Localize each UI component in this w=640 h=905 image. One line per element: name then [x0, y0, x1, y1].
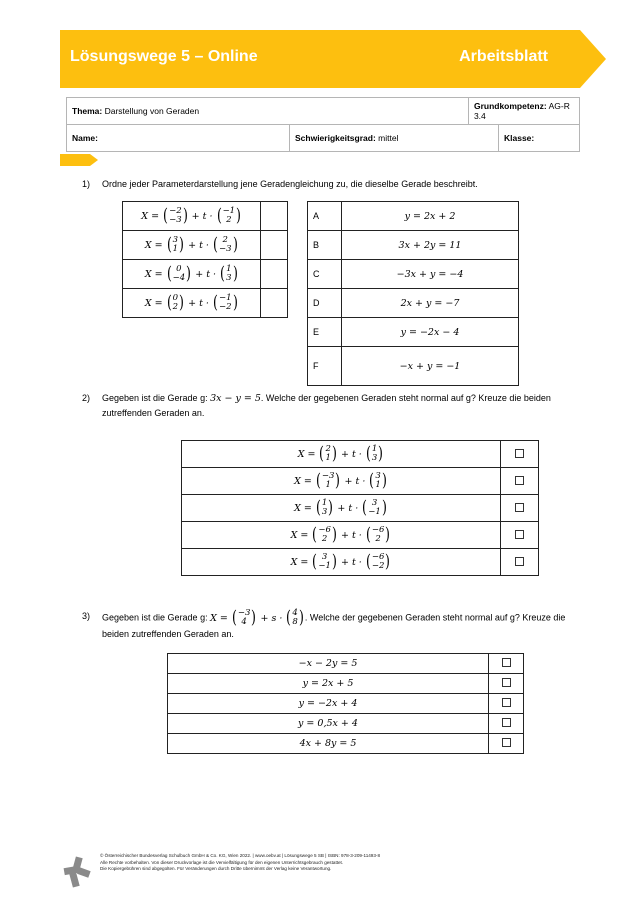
choice-checkbox-cell[interactable] [489, 674, 524, 694]
section-tab-marker [60, 154, 98, 166]
choice-checkbox-cell[interactable] [501, 468, 539, 495]
column-vector: ( 3 1 ) [166, 234, 185, 255]
choice-checkbox-cell[interactable] [501, 549, 539, 576]
choice-checkbox-cell[interactable] [501, 522, 539, 549]
task-3-choice-table [167, 653, 524, 754]
param-cell: X = ( −2 −3 ) + t · ( −1 2 ) [123, 202, 261, 231]
choice-line: X = ( −6 2 ) + t · ( −6 2 ) [182, 522, 501, 549]
choice-equation: y = 2x + 5 [168, 674, 489, 694]
choice-line: X = ( 1 3 ) + t · ( 3 −1 ) [182, 495, 501, 522]
option-row [308, 289, 519, 318]
column-vector: ( 2 −3 ) [213, 234, 238, 255]
answer-cell[interactable] [261, 260, 288, 289]
option-equation: 3x + 2y = 11 [342, 231, 519, 260]
choice-row [182, 495, 539, 522]
task-3-text-b: . Welche der gegebenen Geraden steht normal auf g? Kreuze die beiden zutreffenden Geraden an. [102, 612, 566, 639]
choice-row [182, 549, 539, 576]
param-cell: X = ( 0 −4 ) + t · ( 1 3 ) [123, 260, 261, 289]
option-row [308, 231, 519, 260]
column-vector: ( 1 3 ) [220, 263, 238, 284]
column-vector: ( 3 −1 ) [312, 551, 337, 572]
column-vector: ( −6 2 ) [312, 524, 337, 545]
choice-checkbox-cell[interactable] [501, 495, 539, 522]
choice-row [168, 714, 524, 734]
choice-row [182, 522, 539, 549]
param-row [123, 202, 288, 231]
task-3-text [102, 609, 572, 642]
param-cell: X = ( 0 2 ) + t · ( −1 −2 ) [123, 289, 261, 318]
checkbox[interactable] [502, 658, 511, 667]
task-2-text: Gegeben ist die Gerade g: 3x − y = 5. Welche der gegebenen Geraden steht normal auf g? Kreuze die beiden zutreffenden Geraden an. [102, 393, 551, 418]
param-cell: X = ( 3 1 ) + t · ( 2 −3 ) [123, 231, 261, 260]
option-letter: D [308, 289, 342, 318]
publisher-logo-icon [62, 855, 92, 889]
checkbox[interactable] [515, 476, 524, 485]
column-vector: ( 1 3 ) [365, 443, 384, 464]
option-equation: −3x + y = −4 [342, 260, 519, 289]
column-vector: ( 0 2 ) [166, 292, 185, 313]
column-vector: ( 0 −4 ) [166, 263, 192, 284]
choice-checkbox-cell[interactable] [489, 654, 524, 674]
task-2-given-line: 3x − y = 5 [210, 393, 261, 404]
choice-line: X = ( 2 1 ) + t · ( 1 3 ) [182, 441, 501, 468]
task-1-param-table [122, 201, 288, 318]
choice-row [182, 468, 539, 495]
task-3-given-line: X = ( −3 4 ) + s · ( 4 8 ) [210, 607, 304, 628]
param-row [123, 231, 288, 260]
choice-row [182, 441, 539, 468]
choice-equation: −x − 2y = 5 [168, 654, 489, 674]
column-vector: ( 4 8 ) [286, 607, 304, 628]
checkbox[interactable] [515, 530, 524, 539]
option-letter: C [308, 260, 342, 289]
column-vector: ( −3 1 ) [315, 470, 341, 491]
column-vector: ( −1 2 ) [216, 205, 242, 226]
answer-cell[interactable] [261, 231, 288, 260]
worksheet-title: Lösungswege 5 – Online [70, 48, 258, 65]
column-vector: ( 3 1 ) [369, 470, 387, 491]
checkbox[interactable] [502, 698, 511, 707]
checkbox[interactable] [502, 718, 511, 727]
option-row [308, 202, 519, 231]
choice-equation: 4x + 8y = 5 [168, 734, 489, 754]
option-row [308, 318, 519, 347]
option-letter: B [308, 231, 342, 260]
name-label: Name: [72, 133, 98, 143]
kompetenz-label: Grundkompetenz: [473, 101, 547, 111]
column-vector: ( 1 3 ) [315, 497, 334, 518]
klasse-label: Klasse: [504, 133, 535, 143]
task-2-number: 2) [82, 393, 91, 403]
option-letter: A [308, 202, 342, 231]
answer-cell[interactable] [261, 202, 288, 231]
worksheet-type: Arbeitsblatt [459, 48, 548, 65]
column-vector: ( −6 2 ) [365, 524, 391, 545]
choice-checkbox-cell[interactable] [489, 714, 524, 734]
schwierigkeit-value: mittel [378, 133, 399, 143]
choice-line: X = ( 3 −1 ) + t · ( −6 −2 ) [182, 549, 501, 576]
column-vector: ( −1 −2 ) [213, 292, 238, 313]
task-1-equation-table [307, 201, 519, 386]
choice-row [168, 694, 524, 714]
kompetenz-value: AG-R 3.4 [473, 101, 570, 121]
choice-checkbox-cell[interactable] [489, 694, 524, 714]
choice-checkbox-cell[interactable] [501, 441, 539, 468]
footer-copyright [100, 853, 500, 873]
task-1-number: 1) [82, 179, 91, 189]
choice-row [168, 654, 524, 674]
column-vector: ( −6 −2 ) [365, 551, 391, 572]
option-letter: F [308, 347, 342, 386]
header-banner [60, 30, 606, 88]
option-equation: y = −2x − 4 [342, 318, 519, 347]
option-letter: E [308, 318, 342, 347]
option-row [308, 260, 519, 289]
checkbox[interactable] [515, 449, 524, 458]
task-1-text: Ordne jeder Parameterdarstellung jene Geradengleichung zu, die dieselbe Gerade beschreibt. [102, 179, 478, 189]
column-vector: ( 2 1 ) [319, 443, 337, 464]
choice-line: X = ( −3 1 ) + t · ( 3 1 ) [182, 468, 501, 495]
schwierigkeit-label: Schwierigkeitsgrad: [295, 133, 376, 143]
meta-table [66, 97, 580, 152]
checkbox[interactable] [515, 557, 524, 566]
column-vector: ( 3 −1 ) [362, 497, 387, 518]
choice-equation: y = −2x + 4 [168, 694, 489, 714]
column-vector: ( −3 4 ) [231, 607, 257, 628]
task-2-choice-table [181, 440, 539, 576]
option-equation: y = 2x + 2 [342, 202, 519, 231]
task-3-text-a: Gegeben ist die Gerade g: [102, 612, 211, 623]
thema-value: Darstellung von Geraden [104, 106, 200, 116]
choice-row [168, 674, 524, 694]
task-3-number: 3) [82, 611, 91, 621]
footer-line-1: © Österreichischer Bundesverlag Schulbuch GmbH & Co. KG, Wien 2022. | www.oebv.at | Lösungswege 5 SB | ISBN: 978-3-209-11493-8 [100, 853, 381, 858]
option-equation: 2x + y = −7 [342, 289, 519, 318]
choice-row [168, 734, 524, 754]
param-row [123, 260, 288, 289]
option-row [308, 347, 519, 386]
answer-cell[interactable] [261, 289, 288, 318]
option-equation: −x + y = −1 [342, 347, 519, 386]
choice-equation: y = 0,5x + 4 [168, 714, 489, 734]
footer-line-3: Die Kopiergebühren sind abgegolten. Für Veränderungen durch Dritte übernimmt der Verlag keine Verantwortung. [100, 866, 332, 871]
checkbox[interactable] [502, 738, 511, 747]
checkbox[interactable] [515, 503, 524, 512]
thema-label: Thema: [72, 106, 103, 116]
footer-line-2: Alle Rechte vorbehalten. Von dieser Druckvorlage ist die Vervielfältigung für den eigenen Unterrichtsgebrauch gestattet. [100, 859, 344, 865]
column-vector: ( −2 −3 ) [163, 205, 188, 226]
checkbox[interactable] [502, 678, 511, 687]
choice-checkbox-cell[interactable] [489, 734, 524, 754]
param-row [123, 289, 288, 318]
